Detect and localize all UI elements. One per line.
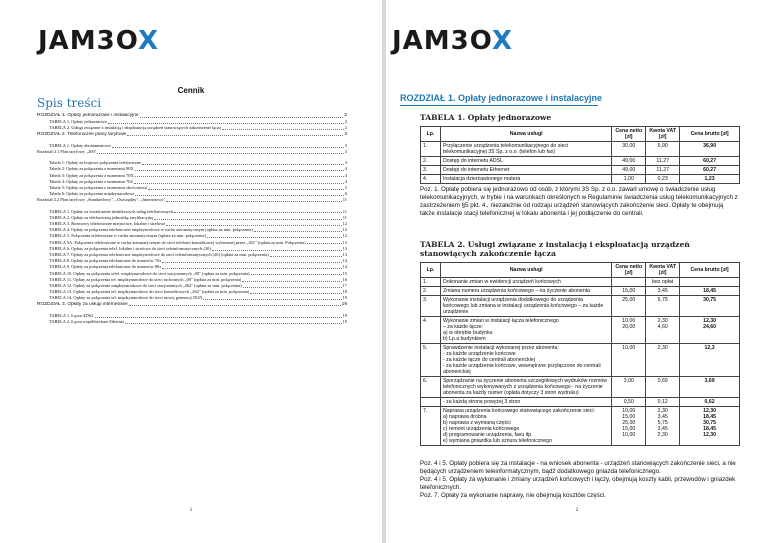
table-row [421,398,740,407]
row-service-name: Dokonanie zmian w ewidencji urządzeń końcowych [440,278,611,287]
toc-entry-page: 18 [342,289,347,295]
row-lp: 1. [421,278,441,287]
table-2-title: TABELA 2. Usługi związane z instalacją i eksploatacją urządzeń stanowiących zakończenie łącza [420,240,690,258]
toc-entry-title: TABELA 1. Łącza ADSL [49,312,95,318]
toc-entry-title: TABELA 1. Opłaty za świadczenie dodatkowych usług telefonicznych [49,208,174,214]
toc-entry [37,319,347,325]
toc-entry-page: 11 [342,214,347,220]
row-price-brutto: 60,27 [680,157,740,166]
toc-entry-page: 11 [342,208,347,214]
row-service-name: Dostęp do internetu Ethernet [440,166,611,175]
column-header: Kwota VAT [zł] [646,127,680,142]
page-number: 1 [189,508,193,513]
row-vat: 0,12 [646,398,680,407]
row-price-netto: 10,00 20,00 [612,317,646,344]
row-vat: 2,30 3,45 5,75 3,45 2,30 [646,407,680,446]
row-lp: 1. [421,142,441,157]
toc-entry-page: 5 [344,185,347,191]
table-row [421,166,740,175]
row-service-name: Przyłączenie urządzenia telekomunikacyjnego do sieci telekomunikacyjnej 3S Sp. z o.o. (telefon lub fax) [440,142,611,157]
toc-entry-title: TABELA 2. Usługi związane z instalacją i eksploatacją urządzeń stanowiących zakończenie łącza [49,125,222,131]
toc-entry-title: TABELA 1. Opłaty jednorazowe [49,119,107,125]
table-row [421,296,740,317]
row-price-brutto: 18,45 [680,287,740,296]
row-service-name: Sporządzanie na życzenie abonenta szczegółowych wydruków rozmów telefonicznych wykonywanych z urządzenia końcowego - na życzenie abonenta za każdy numer (opłata dotyczy 3 stron wydruku) [440,377,611,398]
toc-entry-title: TABELA 5. Połączenia telefoniczne w ruchu automatycznym (opłata za min. połączenia) [49,233,206,239]
toc-heading: Spis treści [37,96,102,110]
toc-entry-page: 3 [344,160,347,166]
row-price-netto: 15,00 [612,287,646,296]
jambox-logo: JAM3OX [38,26,159,56]
toc-entry-title: TABELA 1. Opłaty abonamentowe [49,142,111,148]
row-service-name: Wykonanie instalacji urządzenia dodatkowego do urządzenia końcowego lub zmiana w instalacji urządzenia końcowego – za każde urządzenie [440,296,611,317]
note: Poz. 4 i 5. Opłaty pobiera się za instalacje - na wniosek abonenta - urządzeń stanowiących zakończenie sieci, a nie będących urządzeniem teleinformatycznym, bądź dodatkowego gniazda telefonicznego. [420,460,736,475]
column-header: Nazwa usługi [440,127,611,142]
toc-entry-page: 13 [342,252,347,258]
row-vat: 11,27 [646,166,680,175]
toc-entry-title: Rozdział 2.2 Plan taryfowy „Standardowy", „Oszczędny", „Internetowy" [37,197,166,203]
toc-entry-page: 19 [342,312,347,318]
toc-entry-page: 3 [344,149,347,155]
section-heading: ROZDZIAŁ 1. Opłaty jednorazowe i instalacyjne [400,93,602,103]
toc-entry-title: TABELA 12. Opłaty za połączenia międzynarodowe do sieci stacjonarnych „262" (opłata za min. połączenia) [49,283,242,289]
jambox-logo: JAM3OX [392,26,513,56]
toc-entry-page: 13 [342,239,347,245]
toc-entry-page: 14 [342,258,347,264]
table-row [421,377,740,398]
row-service-name: Naprawa urządzenia końcowego stanowiącego zakończenie sieci: a) naprawa drobna b) naprawa z wymianą części c) remont urządzenia końcowego d) programowanie urządzenia, faxu itp. e) wymiana gniazdka lub sznura telefonicznego [440,407,611,446]
toc-entry-title: TABELA 2. Łącza współdzielone Ethernet [49,319,125,325]
toc-entry-page: 2 [344,119,347,125]
table-row [421,142,740,157]
row-service-name: Dostęp do internetu ADSL [440,157,611,166]
row-lp: 5. [421,344,441,377]
toc-entry-title: ROZDZIAŁ 1. Opłaty jednorazowe i instalacyjne [37,113,139,118]
toc-entry-page: 19 [342,295,347,301]
table-1-title: TABELA 1. Opłaty jednorazowe [420,113,552,122]
row-price-netto: 3,00 [612,377,646,398]
row-price-netto: 10,00 [612,344,646,377]
row-service-name: Sprawdzenie instalacji wykonanej przez abonenta: - za każde urządzenie końcowe - za każde łącze do centrali abonenckiej - za każde urządzenie końcowe, wewnętrzne przyłączone do centrali abonenckiej [440,344,611,377]
toc-entry-page: 2 [344,125,347,131]
toc-entry-page: 15 [342,270,347,276]
page-2 [386,0,768,543]
note: Poz. 4 i 5. Opłaty za wykonanie i zmiany urządzeń końcowych i łączy, obejmują koszty kabli, przewodów i gniazdek telefonicznych. [420,476,736,491]
toc-entry-title: Tabela 2: Opłaty za połączenia z numerami 80X [49,166,134,172]
row-vat: 2,30 [646,344,680,377]
column-header: Lp. [421,127,441,142]
toc-entry-page: 16 [342,276,347,282]
row-price-brutto: 12,3 [680,344,740,377]
table-row [421,317,740,344]
toc-entry-page: 13 [342,245,347,251]
toc-entry-page: 4 [344,172,347,178]
toc-entry-page: 12 [342,233,347,239]
toc-entry-page: 3 [344,142,347,148]
toc-entry-title: TABELA 13. Opłaty za połączenia tel. międzynarodowe do sieci komórkowych „262" (opłata za min. połączenia) [49,289,250,295]
toc-entry-title: Tabela 1: Opłaty za krajowe połączenia telefoniczne [49,160,141,166]
toc-entry-title: TABELA 9. Opłaty za połączenia telefoniczne do numerów 80x [49,264,162,270]
toc-entry-title: Tabela 3: Opłaty za połączenia z numerami 70X [49,172,134,178]
column-header: Cena netto [zł] [612,127,646,142]
column-header: Cena brutto [zł] [680,263,740,278]
page-number: 2 [575,508,579,513]
table-1 [420,126,740,184]
toc-entry-page: 4 [344,166,347,172]
toc-entry-page: 11 [342,197,347,203]
row-lp: 2. [421,287,441,296]
note-poz-1: Poz. 1. Opłatę pobiera się jednorazowo od osób, z którymi 3S Sp. z o.o. zawarł umowę o świadczenie usług telekomunikacyjnych, w trybie i na warunkach określonych w Regulaminie świadczenia usług telekomunikacyjnych z zastrzeżeniem §5 pkt. 4., niezależnie od rodzaju urządzeń stanowiących zakończenie sieci. Opłaty te obejmują także instalacje stacji telefonicznej w lokalu abonenta i jej podłączenie do centrali. [420,186,738,217]
row-service-name: Wykonanie zmian w instalacji łącza telefonicznego – za każde łącze: a) w obrębie budynku b) Lp.a budynkiem [440,317,611,344]
column-header: Cena netto [zł] [612,263,646,278]
toc-entry-page: 17 [342,283,347,289]
document-title: Cennik [177,86,205,95]
note: Poz. 7. Opłaty za wykonanie naprawy, nie obejmują kosztów części. [420,492,606,499]
column-header: Lp. [421,263,441,278]
toc-entry-title: Tabela 5: Opłaty za połączenia z numerami skróconymi [49,185,147,191]
toc-entry-page: 4 [344,178,347,184]
toc-entry-title: ROZDZIAŁ 2. Telefoniczne plany taryfowe [37,131,127,137]
table-row [421,157,740,166]
toc-entry-page: 12 [342,221,347,227]
row-price-netto: 49,00 [612,157,646,166]
toc-entry-page: 19 [341,301,347,307]
toc-entry-title: TABELA 5A. Połączenia telefoniczne w ruchu automatycznym do sieci telefonii komórkowej wybieranej przez „261" (opłata za min. Połączenia) [49,239,306,245]
row-service-name: - za każdą stronę powyżej 3 stron [440,398,611,407]
row-price-brutto: 3,69 [680,377,740,398]
row-lp: 3. [421,296,441,317]
row-vat: 5,75 [646,296,680,317]
row-price-brutto: 30,75 [680,296,740,317]
toc-entry-page: 6 [344,191,347,197]
column-header: Nazwa usługi [440,263,611,278]
notes-table-2 [420,460,738,500]
row-price-brutto: 60,27 [680,166,740,175]
toc-entry-page: 3 [344,131,347,137]
row-lp: 3. [421,166,441,175]
table-of-contents [37,113,347,325]
toc-entry-title: TABELA 3. Rozmowy telefoniczne miejscowe, lokalne i strefowe [49,221,166,227]
row-lp: 4. [421,317,441,344]
column-header: Kwota VAT [zł] [646,263,680,278]
table-2 [420,262,740,446]
row-price-brutto: 1,23 [680,175,740,184]
row-lp: 2. [421,157,441,166]
toc-entry-title: TABELA 6. Opłaty za połączenia telef. lokalne i strefowe do sieci teleinformatycznych (20) [49,245,211,251]
row-vat: 0,23 [646,175,680,184]
table-row [421,407,740,446]
toc-entry-title: TABELA 8. Opłaty za połączenia telefoniczne do numerów 70x [49,258,162,264]
row-vat: 6,90 [646,142,680,157]
toc-entry-title: Tabela 6: Opłaty za połączenia międzynarodowe [49,191,135,197]
row-price-netto: 30,00 [612,142,646,157]
toc-entry-title: TABELA 14. Opłaty za połączenia tel. międzynarodowe do sieci nowej generacji NGN [49,295,203,301]
row-price-netto: 1,00 [612,175,646,184]
toc-entry-page: 14 [342,264,347,270]
toc-entry-title: Tabela 4: Opłaty za połączenia z numerami 704 [49,178,133,184]
column-header: Cena brutto [zł] [680,127,740,142]
toc-entry-title: ROZDZIAŁ 3. Opłaty za usługi internetowe [37,301,128,307]
row-price-netto [612,278,646,287]
row-vat: 0,69 [646,377,680,398]
row-lp: 4. [421,175,441,184]
toc-entry-title: Rozdział 2.1 Plan taryfowy „200" [37,149,97,155]
toc-entry-page: 19 [342,319,347,325]
row-service-name: Zmiana numeru urządzenia końcowego – na życzenie abonenta [440,287,611,296]
row-vat: 3,45 [646,287,680,296]
row-price-brutto: 12,30 18,45 30,75 18,45 12,30 [680,407,740,446]
toc-entry-page: 12 [342,227,347,233]
row-lp [421,398,441,407]
page-1 [0,0,382,543]
toc-entry-title: TABELA 10. Opłaty za połączenia telef. międzynarodowe do sieci stacjonarnych „00" (opłata za min. połączenia) [49,270,250,276]
row-price-brutto [680,278,740,287]
toc-entry-title: TABELA 7. Opłaty za połączenia telefoniczne międzystrefowe do sieci teleinformatycznych (20) (opłata za min. połączenia) [49,252,269,258]
row-lp: 7. [421,407,441,446]
row-price-netto: 10,00 15,00 25,00 15,00 10,00 [612,407,646,446]
toc-entry-title: TABELA 4. Opłaty za połączenia telefoniczne międzystrefowe w ruchu automatycznym (opłata za min. połączenia) [49,227,253,233]
row-service-name: Instalacja dzierżawionego routera [440,175,611,184]
row-price-brutto: 12,30 24,60 [680,317,740,344]
toc-entry-title: TABELA 11. Opłaty za połączenia tel. międzynarodowe do sieci ruchomych „00" (opłata za min. połączenia) [49,276,242,282]
row-lp: 6. [421,377,441,398]
row-vat: 11,27 [646,157,680,166]
table-row [421,278,740,287]
row-price-brutto: 0,62 [680,398,740,407]
row-price-netto: 49,00 [612,166,646,175]
table-row [421,287,740,296]
row-price-brutto: 36,90 [680,142,740,157]
table-row [421,175,740,184]
table-row [421,344,740,377]
row-vat: bez opłat [646,278,680,287]
row-price-netto: 0,50 [612,398,646,407]
toc-entry-title: TABELA 2. Opłaty za telefoniczną jednostkę taryfikacyjną [49,214,153,220]
row-vat: 2,30 4,60 [646,317,680,344]
toc-entry-page: 2 [344,113,347,118]
row-price-netto: 25,00 [612,296,646,317]
